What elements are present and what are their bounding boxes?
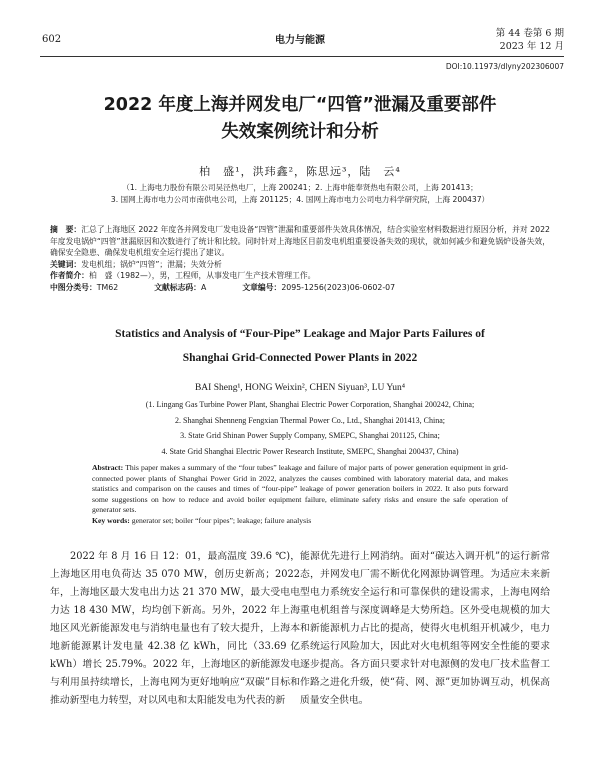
abstract-english: [92, 463, 508, 526]
affiliation-en-line: 2. Shanghai Shenneng Fengxian Thermal Power Co., Ltd., Shanghai 201413, China;: [174, 415, 446, 425]
affiliation-en-line: 4. State Grid Shanghai Electric Power Research Institute, SMEPC, Shanghai 200437, China): [161, 446, 459, 456]
article-id-value: 2095-1256(2023)06-0602-07: [281, 282, 396, 292]
body-column-right: [300, 548, 550, 710]
doc-code-label: 文献标志码：: [154, 282, 201, 292]
abstract-zh-text: 汇总了上海地区 2022 年度各并网发电厂发电设备“四管”泄漏和重要部件失效具体情况，结合实验室材料数据进行原因分析，并对 2022 年度发电锅炉“四管”泄漏原因和次数进行了统计和比较。同时针对上海地区目前发电机组重要设备失效的现状，就如何减少和避免锅炉设备失效，确保安全隐患、确保发电机组安全运行提出了建议。: [50, 225, 550, 257]
abstract-chinese: [50, 224, 550, 293]
title-zh-line-1: 2022 年度上海并网发电厂“四管”泄漏及重要部件: [103, 95, 497, 115]
volume: 第 44 卷第 6 期: [495, 28, 564, 39]
abstract-en-text: This paper makes a summary of the “four tubes” leakage and failure of major parts of power generation equipment in grid-connected power plants of Shanghai Power Grid in 2022, analyzes the causes combined with laboratory material data, and makes statistics and comparison on the causes and times of “four-pipe” leakage of power generation boilers in 2022. It also puts forward some suggestions on how to reduce and avoid boiler equipment failure, eliminate safety risks and ensure the safe operation of generator sets.: [92, 463, 508, 514]
keywords-en: [92, 516, 508, 527]
abstract-zh-label: 摘 要：: [50, 225, 82, 234]
body-paragraph: 能源优先进行上网消纳。面对“碳达入调开机”的运行新常态，并网发电厂需不断优化网源协调管理。为适应未来新型电力系统安全运行和可靠保供的建设需求，上海电网给重电机组普与深度调峰是大势所趋。区外受电规模的加大和新能源机力占比的提高，使得火电机组开机减少，电力系统运行风险加大，因此对火电机组等网安全性能的要求逐步提高。各方面只要求针对电源侧的发电厂技术监督工作路之进化升级，使“荷、网、源”更加协调互动，机保高质量安全供电。: [300, 551, 550, 706]
abstract-en-paragraph: [92, 463, 508, 516]
author-bio-label: 作者简介：: [50, 271, 89, 280]
issue-date: 2023 年 12 月: [499, 41, 564, 52]
affiliations-chinese: [60, 182, 540, 206]
journal-name: 电力与能源: [275, 35, 325, 46]
clc-value: TM62: [96, 282, 119, 292]
header-rule: [40, 56, 564, 57]
body-column-left: [50, 548, 300, 710]
keywords-zh-label: 关键词：: [50, 259, 82, 269]
affiliation-en-line: (1. Lingang Gas Turbine Power Plant, Shanghai Electric Power Corporation, Shanghai 200242, China;: [145, 400, 475, 409]
doi: DOI:10.11973/dlyny202306007: [445, 62, 564, 71]
abstract-en-label: Abstract:: [92, 463, 124, 472]
affiliation-zh-line: 3. 国网上海市电力公司市南供电公司，上海 201125；4. 国网上海市电力公司电力科学研究院，上海 200437）: [110, 195, 490, 204]
affiliations-english: [80, 397, 540, 459]
title-en-line-1: Statistics and Analysis of “Four-Pipe” Leakage and Major Parts Failures of: [115, 328, 485, 340]
authors-english: BAI Sheng¹, HONG Weixin², CHEN Siyuan³, LU Yun⁴: [194, 383, 406, 393]
author-bio: [50, 270, 550, 282]
issue-info: [496, 27, 564, 53]
article-id-label: 文章编号：: [242, 282, 282, 292]
title-en-line-2: Shanghai Grid-Connected Power Plants in 2022: [182, 352, 418, 364]
doc-code-value: A: [200, 282, 207, 292]
authors-chinese: 柏 盛¹，洪玮鑫²，陈思远³，陆 云⁴: [199, 165, 401, 178]
keywords-en-label: Key words:: [92, 515, 130, 525]
clc-label: 中图分类号：: [50, 282, 97, 292]
title-english: [0, 322, 600, 370]
body-paragraph: 2022 年 8 月 16 日 12：01，最高温度 39.6 ℃)，上海地区用电负荷达 35 070 MW，创历史新高；2022 年，上海地区最大发电出力达 21 370 MW，最大受电电力达 18 430 MW，均均创下新高。另外，2022 年上海地区风光新能源发电与消纳电量也有了较大提升，上海本地新能源累计发电量 42.38 亿 kWh，同比（33.69 亿 kWh）增长 25.79%。2022 年，上海地区的新能源发电与利用虽持续增长，上海电网为更好地响应“双碳”目标和推动新型电力转型，对以风电和太阳能发电为代表的新: [50, 551, 300, 706]
keywords-zh: [50, 259, 550, 271]
affiliation-en-line: 3. State Grid Shinan Power Supply Company, SMEPC, Shanghai 201125, China;: [180, 431, 440, 440]
abstract-zh-paragraph: [50, 224, 550, 259]
page-number: 602: [42, 34, 62, 45]
title-zh-line-2: 失效案例统计和分析: [221, 122, 379, 142]
classification-line: [50, 282, 550, 294]
keywords-en-text: generator set; boiler “four pipes”; leakage; failure analysis: [129, 515, 312, 525]
author-bio-text: 柏 盛（1982—），男，工程师，从事发电厂生产技术管理工作。: [88, 271, 316, 280]
keywords-zh-text: 发电机组；锅炉“四管”；泄漏；失效分析: [81, 259, 222, 269]
affiliation-zh-line: （1. 上海电力股份有限公司吴泾热电厂，上海 200241；2. 上海申能奉贤热电有限公司，上海 201413；: [122, 183, 478, 192]
title-chinese: [0, 92, 600, 146]
